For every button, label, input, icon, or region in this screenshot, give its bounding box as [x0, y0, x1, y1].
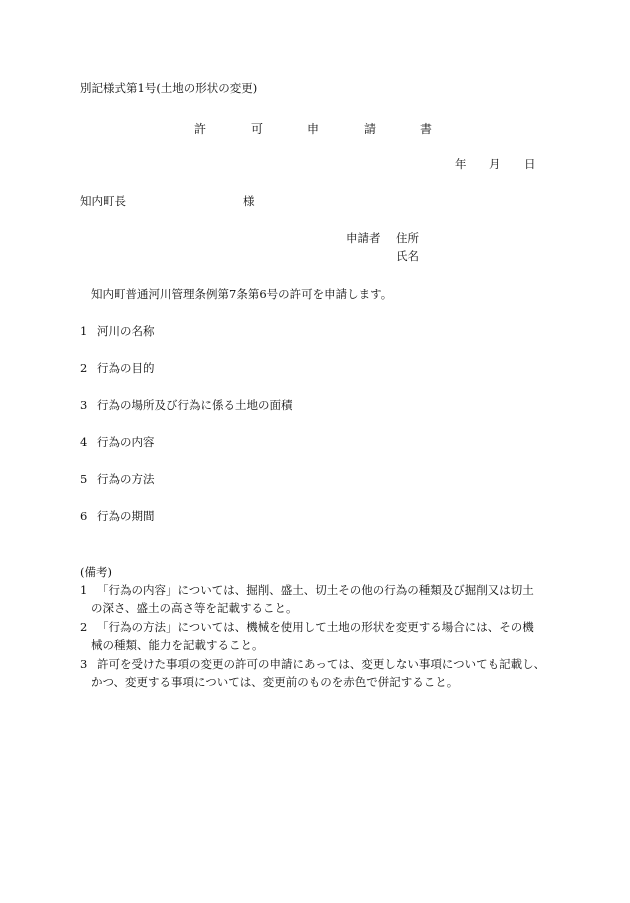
item-number: 4: [80, 435, 88, 449]
date-year: 年: [455, 157, 467, 171]
date-day: 日: [524, 157, 536, 171]
remark-number: 1: [80, 583, 88, 597]
remarks-heading: (備考): [80, 565, 112, 579]
item-number: 3: [80, 398, 88, 412]
intro-text: 知内町普通河川管理条例第7条第6号の許可を申請します。: [91, 287, 393, 301]
title-char: 書: [420, 122, 433, 136]
applicant-label: 申請者: [346, 231, 381, 245]
item-number: 6: [80, 509, 88, 523]
applicant-name-label: 氏名: [396, 249, 419, 263]
item-label: 行為の場所及び行為に係る土地の面積: [97, 398, 293, 412]
remark-line: かつ、変更する事項については、変更前のものを赤色で併記すること。: [91, 675, 459, 689]
remark-number: 2: [80, 620, 88, 634]
remark-line: 「行為の内容」については、掘削、盛土、切土その他の行為の種類及び掘削又は切土: [97, 583, 534, 597]
addressee-honorific: 様: [243, 194, 255, 208]
item-label: 行為の目的: [97, 361, 155, 375]
remark-line: 「行為の方法」については、機械を使用して土地の形状を変更する場合には、その機: [97, 620, 534, 634]
title-char: 許: [194, 122, 207, 136]
item-label: 行為の方法: [97, 472, 155, 486]
remark-line: の深さ、盛土の高さ等を記載すること。: [91, 601, 298, 615]
item-label: 行為の期間: [97, 509, 155, 523]
applicant-address-label: 住所: [396, 231, 419, 245]
date-month: 月: [489, 157, 501, 171]
title-char: 申: [307, 122, 320, 136]
item-number: 5: [80, 472, 88, 486]
title-char: 可: [251, 122, 264, 136]
form-label: 別記様式第1号(土地の形状の変更): [80, 81, 258, 95]
item-number: 2: [80, 361, 88, 375]
title-char: 請: [364, 122, 377, 136]
remark-number: 3: [80, 657, 88, 671]
remark-line: 許可を受けた事項の変更の許可の申請にあっては、変更しない事項についても記載し、: [97, 657, 546, 671]
remark-line: 械の種類、能力を記載すること。: [91, 638, 264, 652]
item-number: 1: [80, 324, 88, 338]
item-label: 行為の内容: [97, 435, 155, 449]
item-label: 河川の名称: [97, 324, 155, 338]
addressee-name: 知内町長: [80, 194, 126, 208]
